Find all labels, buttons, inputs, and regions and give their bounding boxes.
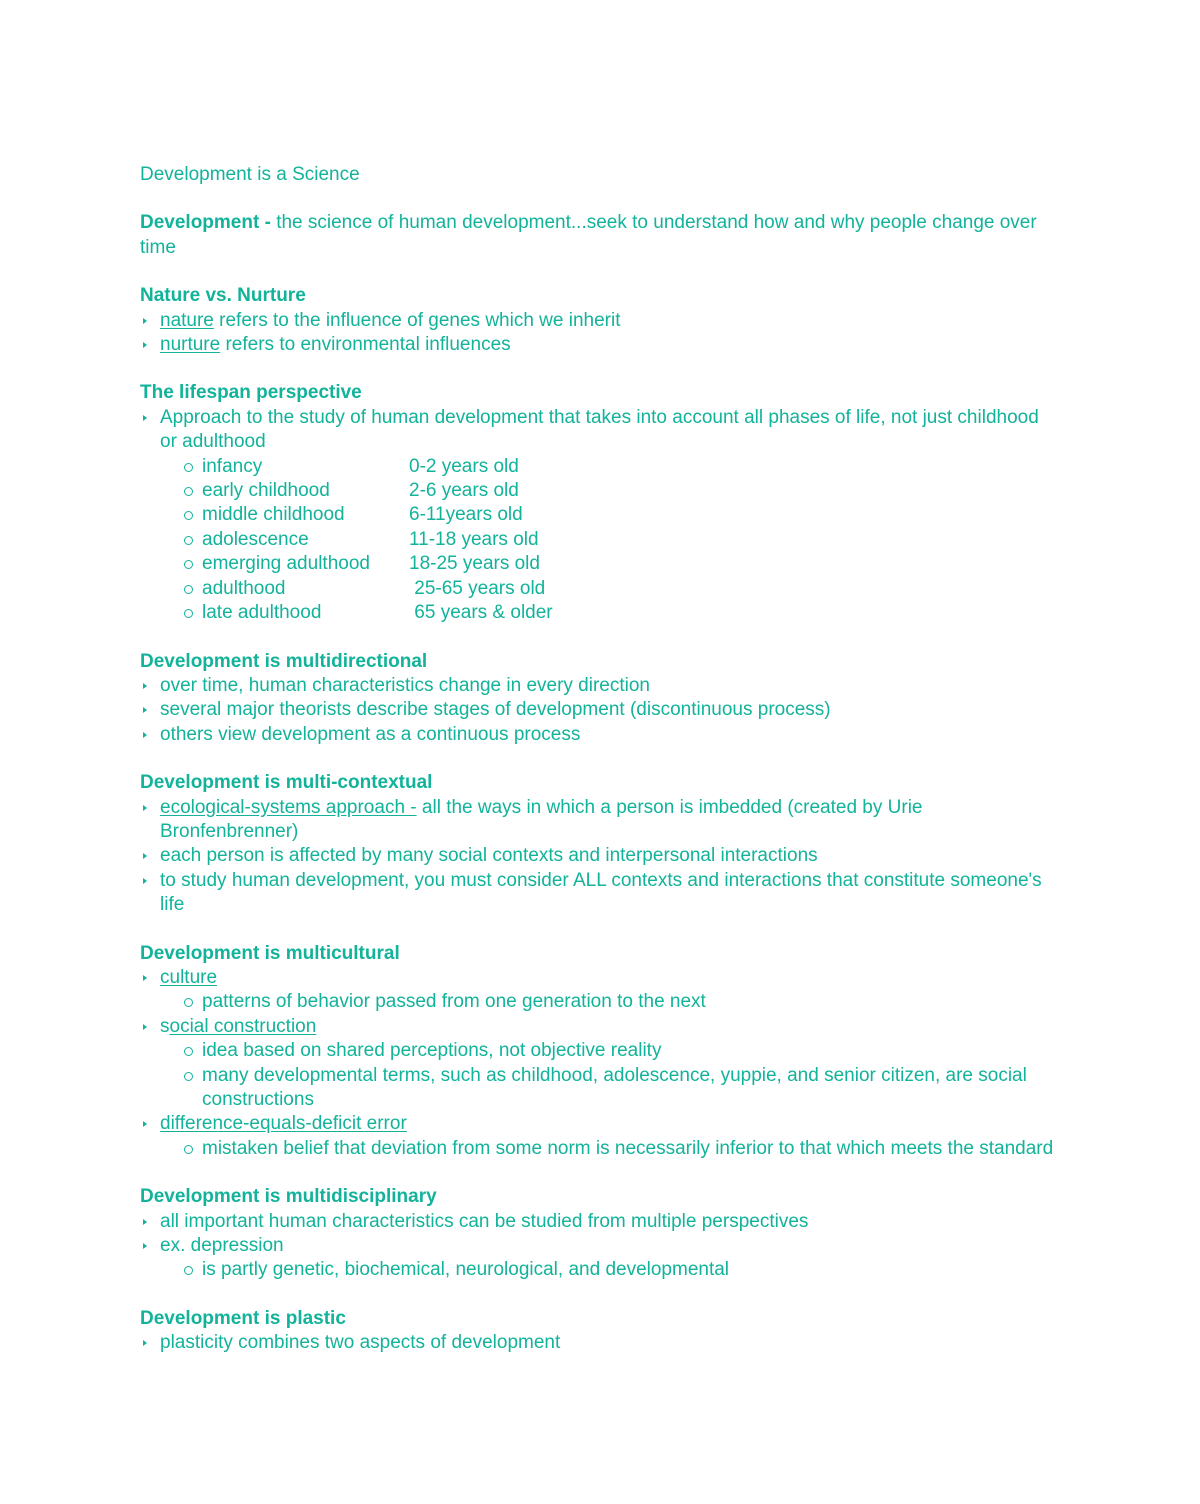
bullet-list	[140, 674, 1060, 747]
section-multicontextual	[140, 771, 1060, 917]
list-item	[140, 333, 1060, 357]
stage-item	[160, 479, 1060, 503]
section-plastic	[140, 1307, 1060, 1356]
bullet-list	[140, 1210, 1060, 1283]
stage-ages: 6-11years old	[409, 504, 523, 526]
list-item: several major theorists describe stages of development (discontinuous process)	[140, 698, 1060, 722]
list-item: over time, human characteristics change in every direction	[140, 674, 1060, 698]
section-lifespan	[140, 381, 1060, 625]
section-heading: Nature vs. Nurture	[140, 285, 306, 307]
stage-label: infancy	[202, 455, 263, 477]
section-heading: Development is multidirectional	[140, 650, 428, 672]
list-item: all important human characteristics can be studied from multiple perspectives	[140, 1210, 1060, 1234]
stage-list	[160, 455, 1060, 626]
stage-label: middle childhood	[202, 504, 345, 526]
list-item	[140, 796, 1060, 845]
stage-item	[160, 528, 1060, 552]
term-prefix: s	[160, 1015, 170, 1037]
term-culture: culture	[160, 966, 218, 988]
list-item: to study human development, you must consider ALL contexts and interactions that constitute someone's life	[140, 869, 1060, 918]
term-ecological-systems: ecological-systems approach -	[160, 796, 417, 818]
list-item	[140, 1112, 1060, 1161]
section-nature-nurture	[140, 284, 1060, 357]
sub-list-item: many developmental terms, such as childhood, adolescence, yuppie, and senior citizen, are social constructions	[160, 1064, 1060, 1113]
section-multidisciplinary	[140, 1185, 1060, 1283]
stage-label: emerging adulthood	[202, 553, 370, 575]
bullet-list	[140, 1331, 1060, 1355]
item-text: all the ways in which a person is imbedded (created by Urie Bronfenbrenner)	[160, 796, 923, 842]
sub-list-item: patterns of behavior passed from one generation to the next	[160, 990, 1060, 1014]
stage-item	[160, 455, 1060, 479]
document-page	[140, 163, 1060, 1380]
stage-item	[160, 503, 1060, 527]
stage-ages: 11-18 years old	[409, 528, 539, 550]
list-item: others view development as a continuous process	[140, 723, 1060, 747]
term-nurture: nurture	[160, 334, 221, 356]
term-difference-equals-deficit: difference-equals-deficit error	[160, 1113, 407, 1135]
list-item	[140, 1015, 1060, 1113]
stage-ages: 65 years & older	[409, 602, 553, 624]
sub-list	[160, 1258, 1060, 1282]
item-text: Approach to the study of human development that takes into account all phases of life, not just childhood or adulthood	[160, 406, 1039, 453]
sub-list-item: idea based on shared perceptions, not objective reality	[160, 1039, 1060, 1063]
stage-ages: 0-2 years old	[409, 455, 519, 477]
list-item: each person is affected by many social contexts and interpersonal interactions	[140, 844, 1060, 868]
list-item	[140, 309, 1060, 333]
sub-list-item: is partly genetic, biochemical, neurological, and developmental	[160, 1258, 1060, 1282]
bullet-list	[140, 966, 1060, 1161]
section-heading: Development is multidisciplinary	[140, 1186, 437, 1208]
section-heading: Development is multicultural	[140, 942, 400, 964]
section-multicultural	[140, 942, 1060, 1162]
sub-list	[160, 1137, 1060, 1161]
document-title: Development is a Science	[140, 164, 360, 185]
stage-label: adulthood	[202, 577, 286, 599]
section-multidirectional	[140, 650, 1060, 748]
stage-item	[160, 552, 1060, 576]
stage-label: early childhood	[202, 480, 330, 502]
stage-label: adolescence	[202, 528, 309, 550]
section-heading: Development is plastic	[140, 1307, 346, 1329]
item-text: ex. depression	[160, 1235, 284, 1257]
sub-list-item: mistaken belief that deviation from some norm is necessarily inferior to that which meets the standard	[160, 1137, 1060, 1161]
item-text: refers to the influence of genes which we inherit	[213, 309, 621, 331]
list-item	[140, 406, 1060, 626]
intro-term: Development -	[140, 212, 271, 234]
stage-label: late adulthood	[202, 602, 322, 624]
list-item	[140, 1234, 1060, 1283]
bullet-list	[140, 406, 1060, 626]
term-social-construction: ocial construction	[169, 1015, 317, 1037]
intro-paragraph	[140, 211, 1060, 260]
sub-list	[160, 990, 1060, 1014]
bullet-list	[140, 309, 1060, 358]
term-nature: nature	[160, 309, 214, 331]
item-text: refers to environmental influences	[220, 334, 511, 356]
bullet-list	[140, 796, 1060, 918]
stage-item	[160, 601, 1060, 625]
list-item	[140, 966, 1060, 1015]
section-heading: The lifespan perspective	[140, 382, 362, 404]
stage-item	[160, 577, 1060, 601]
list-item: plasticity combines two aspects of development	[140, 1331, 1060, 1355]
stage-ages: 2-6 years old	[409, 480, 519, 502]
intro-text: the science of human development...seek to understand how and why people change over time	[140, 212, 1037, 258]
sub-list	[160, 1039, 1060, 1112]
section-heading: Development is multi-contextual	[140, 772, 433, 794]
stage-ages: 18-25 years old	[409, 553, 540, 575]
stage-ages: 25-65 years old	[409, 577, 546, 599]
